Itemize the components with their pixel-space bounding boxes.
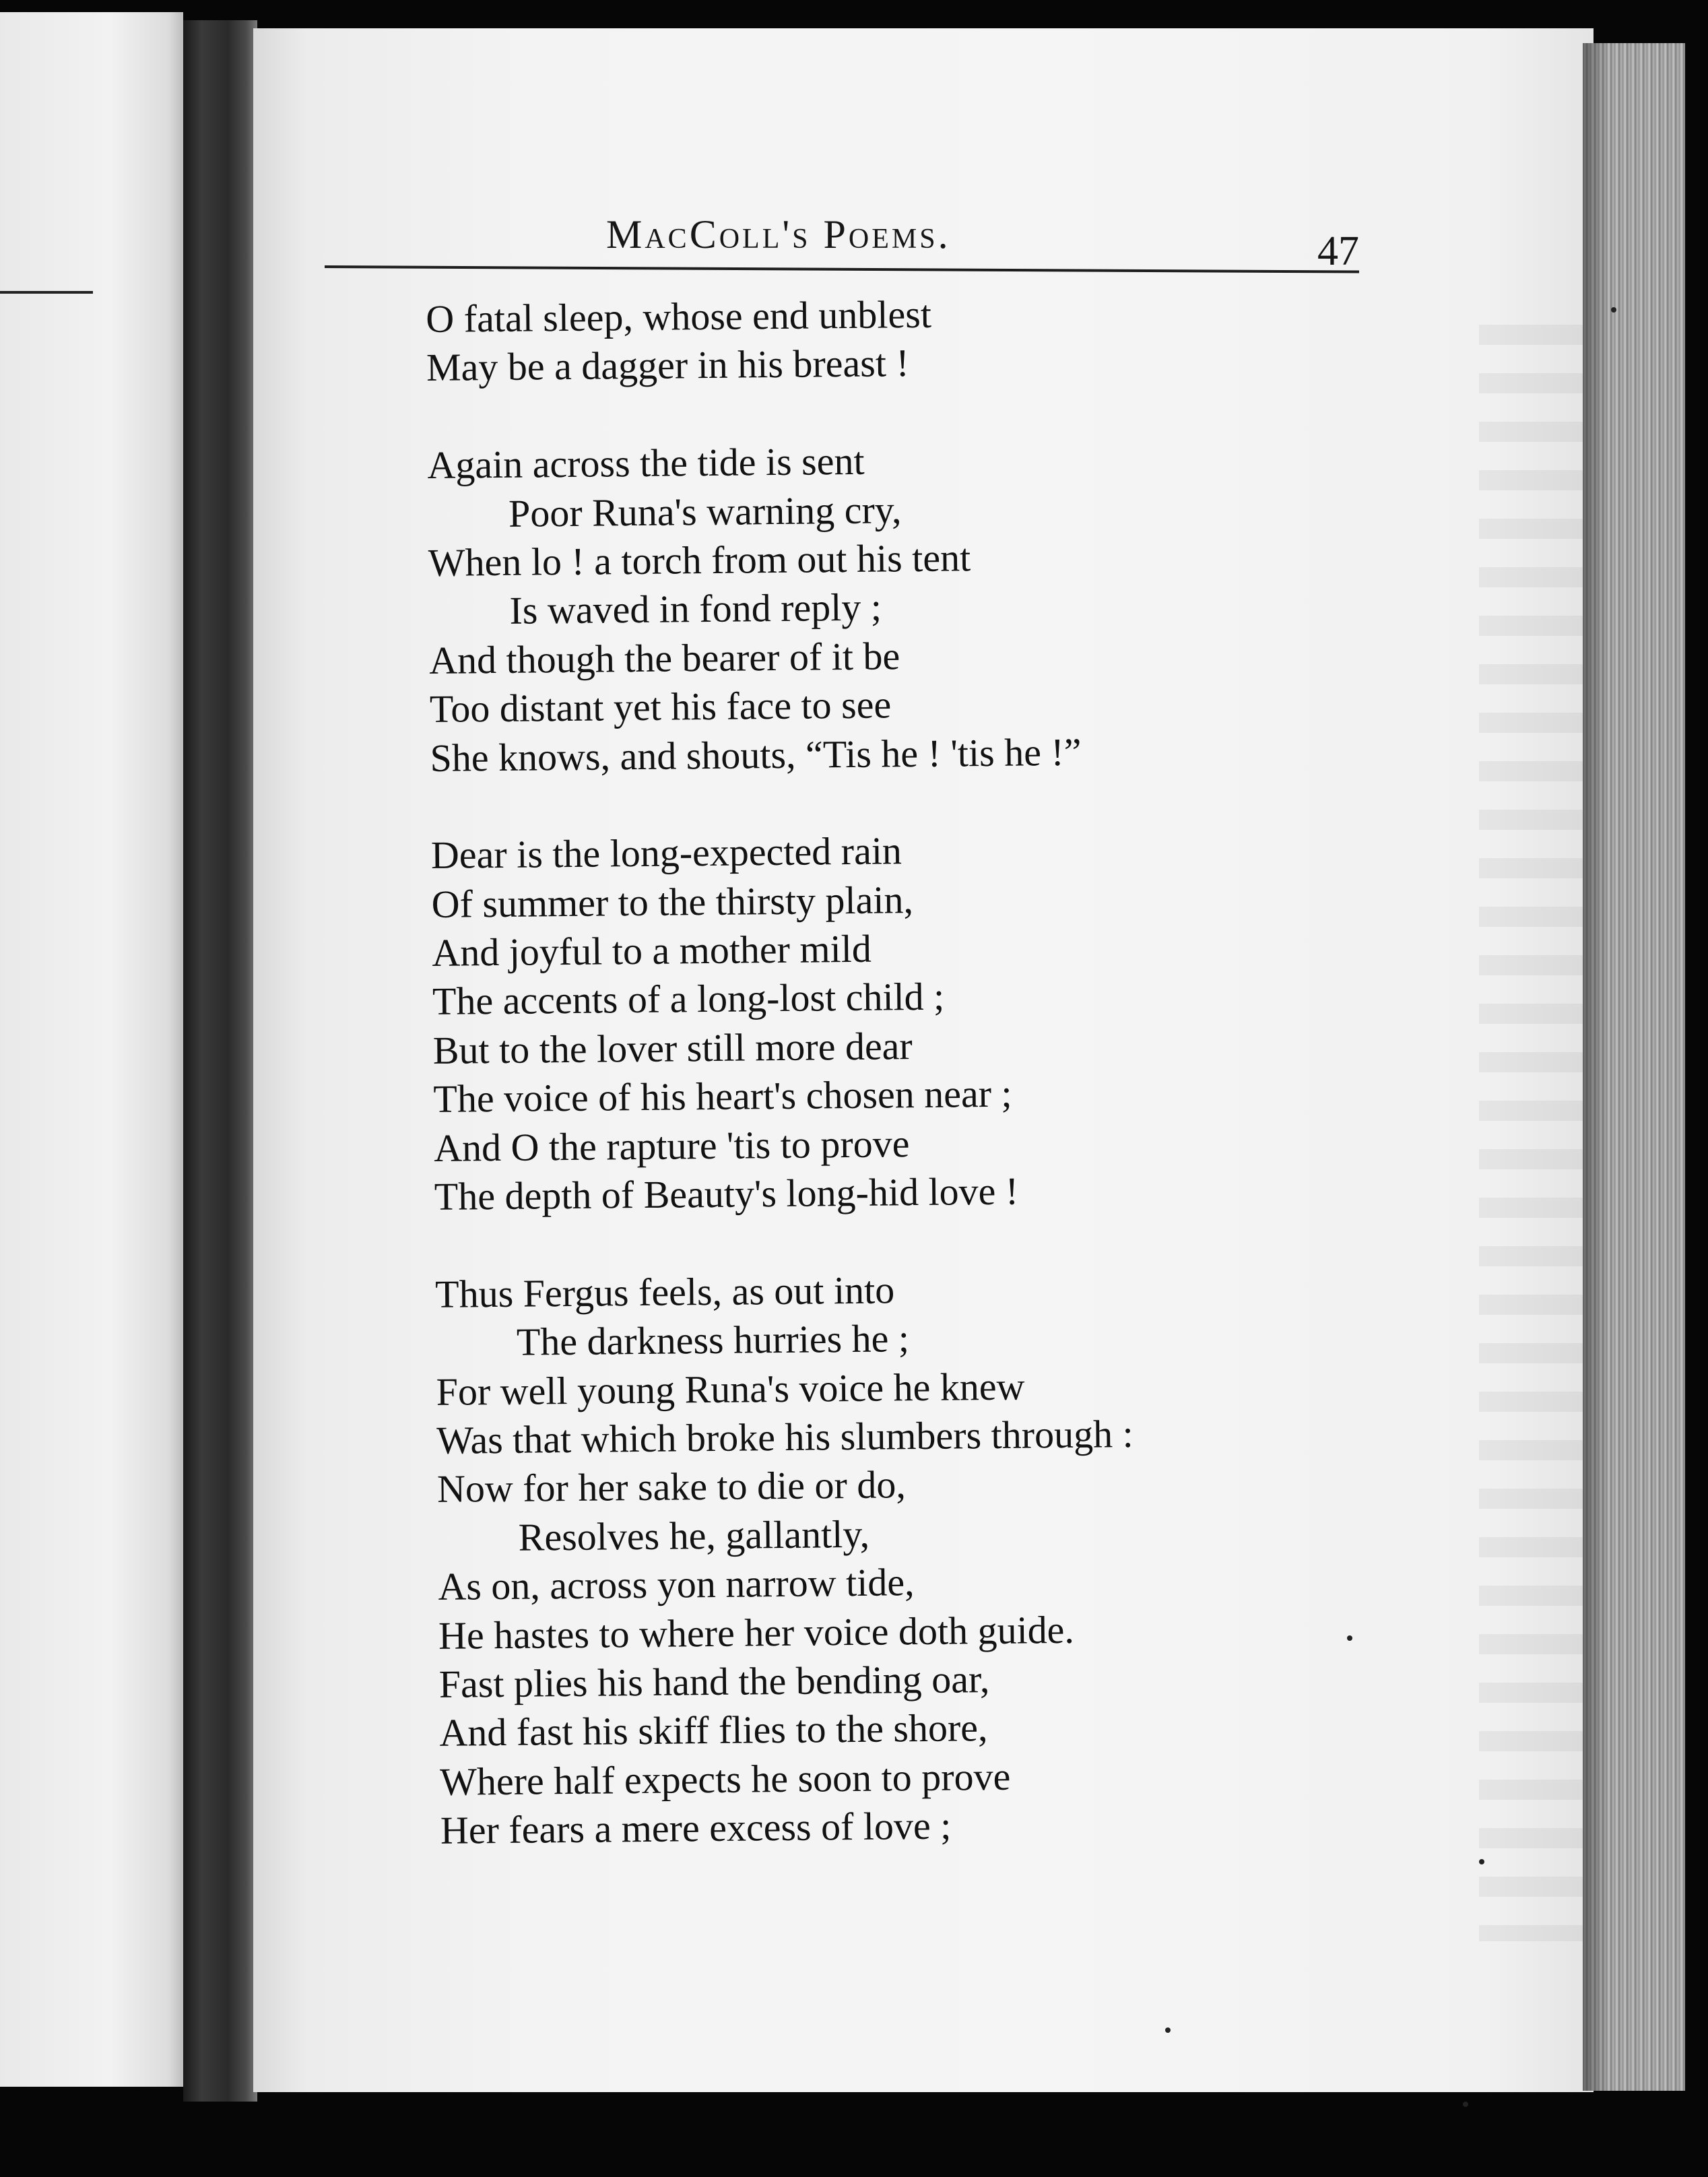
poem-line: And O the rapture 'tis to prove	[433, 1121, 910, 1170]
poem-line: Where half expects he soon to prove	[439, 1754, 1011, 1804]
poem-line: Thus Fergus feels, as out into	[434, 1268, 895, 1316]
poem-line: Too distant yet his face to see	[429, 682, 892, 732]
poem-line: And joyful to a mother mild	[432, 926, 872, 975]
poem-line: Of summer to the thirsty plain,	[431, 877, 914, 926]
page-number: 47	[1317, 228, 1359, 274]
speck	[1165, 2027, 1171, 2033]
poem-line: He hastes to where her voice doth guide.	[438, 1607, 1075, 1658]
speck	[1347, 1635, 1352, 1641]
speck	[1463, 2102, 1468, 2107]
stanza-break	[434, 1213, 1324, 1270]
poem-line: Was that which broke his slumbers through :	[436, 1411, 1134, 1462]
running-head	[0, 212, 1708, 274]
poem-line: And fast his skiff flies to the shore,	[439, 1705, 988, 1755]
poem-line: May be a dagger in his breast !	[426, 341, 910, 390]
poem-line: The accents of a long-lost child ;	[432, 975, 945, 1024]
poem-line: O fatal sleep, whose end unblest	[426, 292, 932, 341]
poem-line: Is waved in fond reply ;	[509, 585, 882, 633]
stanza-break	[426, 384, 1316, 441]
poem-line: She knows, and shouts, “Tis he ! 'tis he !”	[430, 729, 1082, 780]
poem-line: And though the bearer of it be	[428, 634, 900, 682]
poem-line: Fast plies his hand the bending oar,	[438, 1656, 990, 1706]
poem-line: Resolves he, gallantly,	[518, 1512, 870, 1559]
poem-line: When lo ! a torch from out his tent	[428, 535, 971, 585]
poem-line: As on, across yon narrow tide,	[438, 1560, 915, 1609]
speck	[1479, 1859, 1484, 1864]
poem-line: But to the lover still more dear	[432, 1023, 913, 1072]
poem-line: Now for her sake to die or do,	[436, 1462, 907, 1512]
facing-page-rule	[0, 291, 93, 294]
stanza-break	[430, 774, 1320, 831]
poem-line: For well young Runa's voice he knew	[436, 1364, 1025, 1414]
poem-line: Her fears a mere excess of love ;	[440, 1803, 952, 1853]
gutter-shadow	[183, 20, 257, 2102]
bleed-through	[1479, 325, 1587, 1941]
poem-line: Again across the tide is sent	[427, 438, 865, 488]
poem-line: Dear is the long-expected rain	[430, 828, 902, 878]
poem-line: Poor Runa's warning cry,	[508, 487, 902, 535]
running-title: MacColl's Poems.	[606, 212, 951, 257]
speck	[1611, 307, 1616, 313]
poem-line: The darkness hurries he ;	[516, 1316, 910, 1364]
page-edges-shadow	[1583, 43, 1610, 2091]
facing-page-edge	[0, 12, 183, 2087]
poem-line: The depth of Beauty's long-hid love !	[434, 1169, 1019, 1219]
poem-line: The voice of his heart's chosen near ;	[433, 1071, 1012, 1122]
poem-text	[426, 286, 1329, 1855]
